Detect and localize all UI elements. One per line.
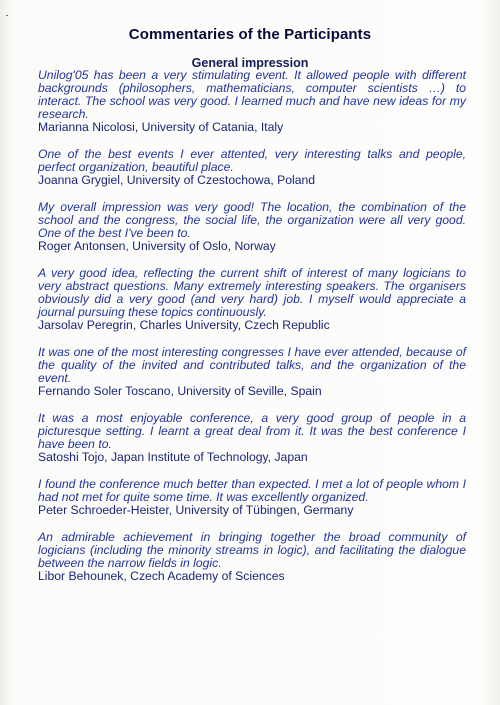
commentary-quote: My overall impression was very good! The location, the combination of the school and the congress, the social life, the organization were all very good. One of the best I've been to. xyxy=(38,200,466,240)
commentary-entry xyxy=(38,412,466,464)
commentary-quote: One of the best events I ever attented, very interesting talks and people, perfect organization, beautiful place. xyxy=(38,147,466,174)
commentary-entry xyxy=(38,531,466,583)
commentary-author: Fernando Soler Toscano, University of Seville, Spain xyxy=(38,384,322,398)
commentary-author: Marianna Nicolosi, University of Catania, Italy xyxy=(38,120,284,134)
commentary-entry xyxy=(38,201,466,253)
commentary-list xyxy=(38,69,466,597)
section-heading: General impression xyxy=(191,56,309,70)
commentary-quote: Unilog'05 has been a very stimulating event. It allowed people with different backgrounds (philosophers, mathematicians, computer scientists …) to interact. The school was very good. I learned much and have new ideas for my research. xyxy=(38,68,466,121)
commentary-author: Libor Behounek, Czech Academy of Sciences xyxy=(38,569,285,583)
commentary-author: Jarsolav Peregrin, Charles University, Czech Republic xyxy=(38,318,330,332)
commentary-entry xyxy=(38,346,466,398)
commentary-entry xyxy=(38,148,466,187)
commentary-quote: It was one of the most interesting congresses I have ever attended, because of the quality of the invited and contributed talks, and the organization of the event. xyxy=(38,345,466,385)
commentary-entry xyxy=(38,267,466,332)
commentary-quote: An admirable achievement in bringing together the broad community of logicians (including the minority streams in logic), and facilitating the dialogue between the narrow fields in logic. xyxy=(38,530,466,570)
commentary-author: Joanna Grygiel, University of Czestochowa, Poland xyxy=(38,173,316,187)
commentary-author: Roger Antonsen, University of Oslo, Norway xyxy=(38,239,276,253)
commentary-entry xyxy=(38,478,466,517)
commentary-author: Peter Schroeder-Heister, University of Tübingen, Germany xyxy=(38,503,354,517)
commentary-quote: A very good idea, reflecting the current shift of interest of many logicians to very abstract questions. Many extremely interesting speakers. The organisers obviously did a very good (and very hard) job. I myself would appreciate a journal pursuing these topics continuously. xyxy=(38,266,466,319)
commentary-author: Satoshi Tojo, Japan Institute of Technology, Japan xyxy=(38,450,308,464)
commentary-quote: I found the conference much better than expected. I met a lot of people whom I had not met for quite some time. It was excellently organized. xyxy=(38,477,466,504)
commentary-quote: It was a most enjoyable conference, a very good group of people in a picturesque setting. I learnt a great deal from it. It was the best conference I have been to. xyxy=(38,411,466,451)
scan-speck xyxy=(6,15,8,16)
commentary-entry xyxy=(38,69,466,134)
page-title: Commentaries of the Participants xyxy=(128,26,372,43)
